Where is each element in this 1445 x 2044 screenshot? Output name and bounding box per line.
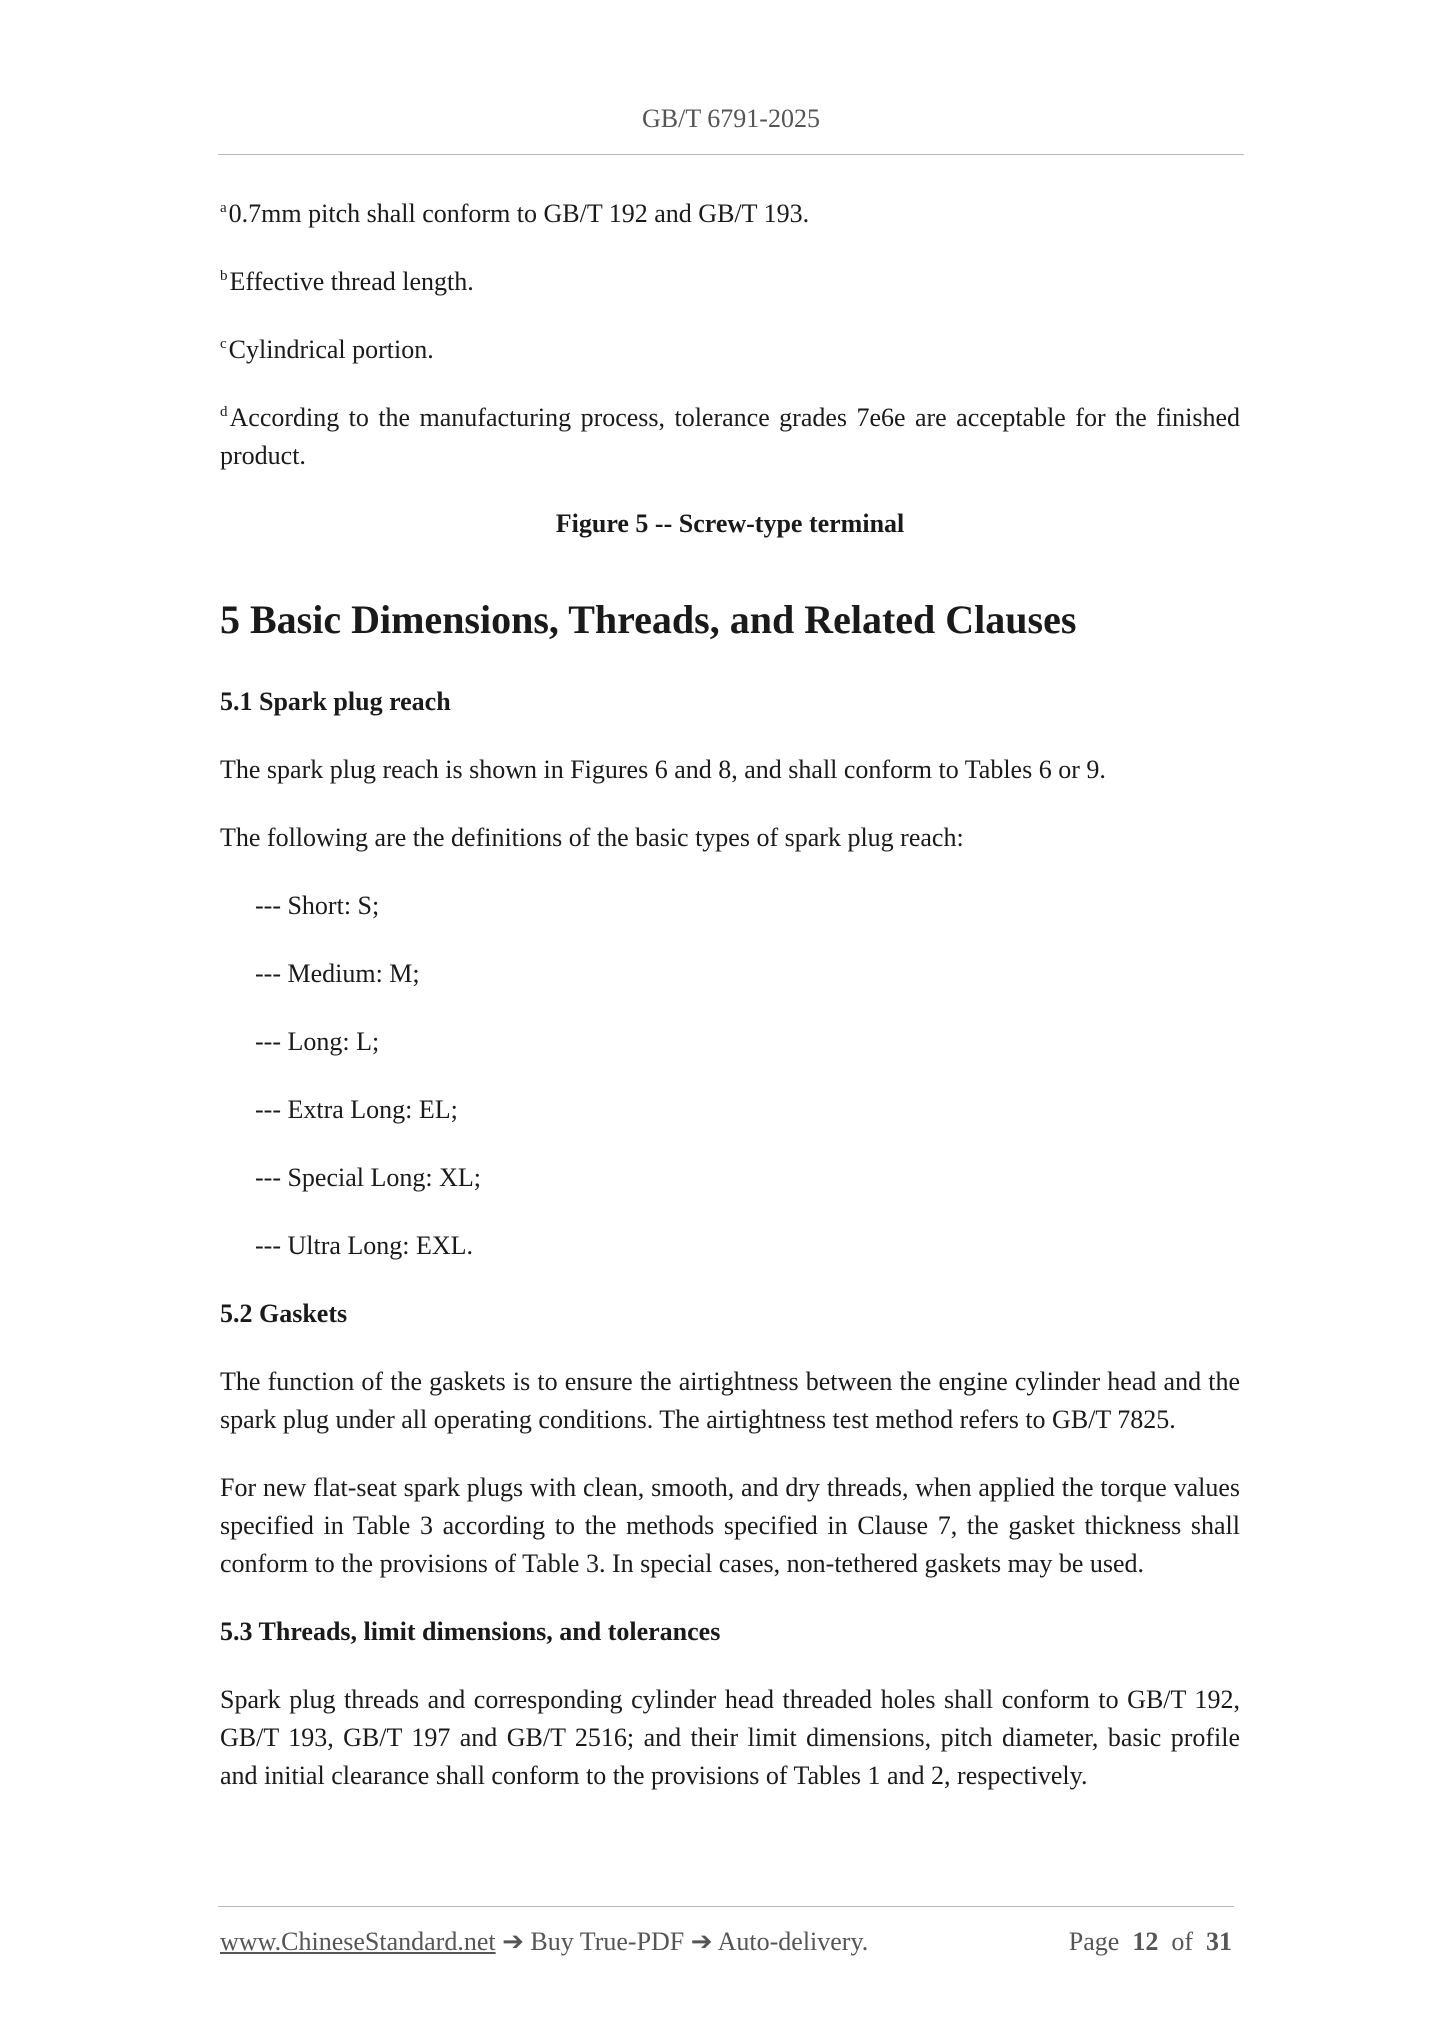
total-pages: 31 — [1206, 1927, 1232, 1956]
list-item: --- Ultra Long: EXL. — [255, 1231, 474, 1260]
footnote-mark: a — [220, 200, 227, 216]
footnote-d — [220, 399, 1240, 475]
figure-caption: Figure 5 -- Screw-type terminal — [555, 509, 905, 538]
page-header: GB/T 6791-2025 — [642, 104, 820, 133]
page-word: Page — [1068, 1927, 1120, 1956]
footnote-a — [220, 195, 1240, 233]
footnote-text: 0.7mm pitch shall conform to GB/T 192 and GB/T 193. — [228, 199, 810, 228]
footnote-c — [220, 331, 1240, 369]
paragraph: Spark plug threads and corresponding cylinder head threaded holes shall conform to GB/T 192, GB/T 193, GB/T 197 and GB/T 2516; and their limit dimensions, pitch diameter, basic profile and initial clearance shall conform to the provisions of Tables 1 and 2, respectively. — [220, 1685, 1240, 1790]
paragraph: The spark plug reach is shown in Figures 6 and 8, and shall conform to Tables 6 or 9. — [220, 755, 1106, 784]
subsection-title-5-3: 5.3 Threads, limit dimensions, and tolerances — [220, 1617, 721, 1646]
footnote-text: According to the manufacturing process, tolerance grades 7e6e are acceptable for the finished product. — [220, 403, 1240, 470]
paragraph: The function of the gaskets is to ensure the airtightness between the engine cylinder head and the spark plug under all operating conditions. The airtightness test method refers to GB/T 7825. — [220, 1367, 1240, 1434]
list-item: --- Medium: M; — [255, 959, 420, 988]
footnote-mark: b — [220, 268, 228, 284]
of-word: of — [1171, 1927, 1193, 1956]
website-link[interactable]: www.ChineseStandard.net — [220, 1927, 496, 1956]
subsection-title-5-1: 5.1 Spark plug reach — [220, 687, 451, 716]
current-page: 12 — [1132, 1927, 1159, 1956]
footnote-mark: c — [220, 336, 227, 352]
footnote-b — [220, 263, 1240, 301]
footnote-mark: d — [220, 404, 228, 420]
page-footer — [220, 1927, 1232, 1967]
subsection-title-5-2: 5.2 Gaskets — [220, 1299, 348, 1328]
list-item: --- Special Long: XL; — [255, 1163, 481, 1192]
header-divider — [218, 154, 1244, 155]
footer-promo — [220, 1927, 868, 1957]
list-item: --- Extra Long: EL; — [255, 1095, 458, 1124]
footnote-text: Effective thread length. — [229, 267, 474, 296]
list-item: --- Long: L; — [255, 1027, 380, 1056]
page-number — [1069, 1927, 1232, 1957]
list-item: --- Short: S; — [255, 891, 380, 920]
paragraph: The following are the definitions of the basic types of spark plug reach: — [220, 823, 964, 852]
footer-divider — [218, 1906, 1234, 1907]
paragraph: For new flat-seat spark plugs with clean, smooth, and dry threads, when applied the torque values specified in Table 3 according to the methods specified in Clause 7, the gasket thickness shall conform to the provisions of Table 3. In special cases, non-tethered gaskets may be used. — [220, 1473, 1240, 1578]
footnote-text: Cylindrical portion. — [228, 335, 434, 364]
page-content — [220, 195, 1240, 1825]
promo-text: ➔ Buy True-PDF ➔ Auto-delivery. — [502, 1927, 869, 1956]
section-title: 5 Basic Dimensions, Threads, and Related Clauses — [220, 597, 1077, 642]
